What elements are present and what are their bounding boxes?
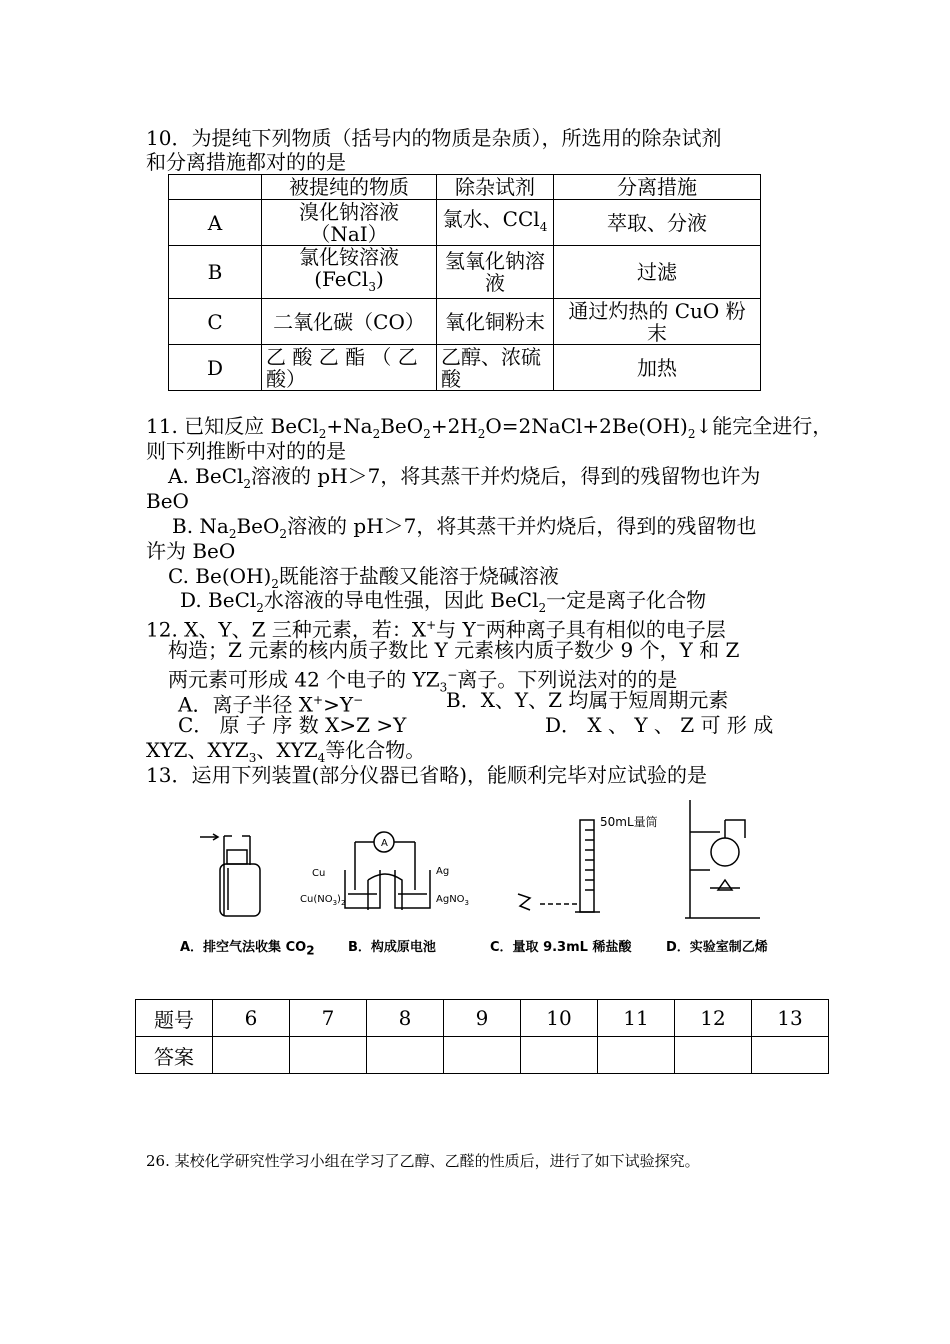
answer-header-cell: 12	[675, 1000, 752, 1037]
q11-option-a-cont: BeO	[146, 489, 189, 513]
reagent-cell: 氢氧化钠溶 液	[437, 246, 554, 299]
q12-stem-line2: 构造；Z 元素的核内质子数比 Y 元素核内质子数少 9 个，Y 和 Z	[168, 638, 740, 662]
answer-header-cell: 7	[290, 1000, 367, 1037]
q26-stem: 26. 某校化学研究性学习小组在学习了乙醇、乙醛的性质后，进行了如下试验探究。	[146, 1152, 700, 1170]
q10-stem-line1: 10．为提纯下列物质（括号内的物质是杂质），所选用的除杂试剂	[146, 126, 722, 150]
label-agno3: AgNO$_3$	[436, 894, 470, 907]
answer-header-row	[136, 1000, 829, 1037]
method-cell: 加热	[554, 345, 761, 391]
q12-stem-line3: 两元素可形成 42 个电子的 $YZ_3^-$离子。下列说法对的的是	[168, 667, 678, 695]
q12-stem-line1: 12. X、Y、Z 三种元素，若：X+与 Y−两种离子具有相似的电子层	[146, 617, 726, 642]
answer-row	[136, 1037, 829, 1074]
q10-header-reagent: 除杂试剂	[437, 175, 554, 200]
q11-stem-line2: 则下列推断中对的的是	[146, 439, 346, 463]
q13-stem: 13．运用下列装置(部分仪器已省略)，能顺利完毕对应试验的是	[146, 763, 708, 787]
q12-option-c: C． 原 子 序 数 X>Z >Y	[178, 713, 407, 737]
q11-option-c: C. $Be(OH)_2$既能溶于盐酸又能溶于烧碱溶液	[168, 564, 559, 591]
q12-option-b: B．X、Y、Z 均属于短周期元素	[446, 688, 729, 712]
row-label: D	[169, 345, 262, 391]
q10-row-a	[169, 200, 761, 246]
q10-stem-line2: 和分离措施都对的的是	[146, 150, 346, 174]
caption-a: A．排空气法收集 $CO_2$	[180, 940, 315, 958]
substance-cell: 乙 酸 乙 酯 （ 乙 酸）	[262, 345, 437, 391]
q10-row-b	[169, 246, 761, 299]
answer-header-cell: 13	[752, 1000, 829, 1037]
graduated-cylinder-icon	[518, 820, 600, 912]
label-cu: Cu	[312, 868, 326, 879]
ethylene-apparatus-icon	[685, 800, 760, 918]
reagent-cell: 氯水、CCl$_4$	[437, 200, 554, 246]
q10-header-empty	[169, 175, 262, 200]
answer-header-cell: 10	[521, 1000, 598, 1037]
label-cuno3: $Cu(NO_3)_2$	[300, 894, 346, 907]
label-ammeter: A	[381, 838, 388, 849]
label-ag: Ag	[436, 866, 450, 877]
caption-d: D．实验室制乙烯	[666, 940, 768, 955]
caption-c: C．量取 9.3mL 稀盐酸	[490, 940, 632, 955]
answer-header-cell: 题号	[136, 1000, 213, 1037]
reagent-cell: 乙醇、浓硫 酸	[437, 345, 554, 391]
method-cell: 通过灼热的 CuO 粉 末	[554, 299, 761, 345]
q10-header-method: 分离措施	[554, 175, 761, 200]
reagent-cell: 氧化铜粉末	[437, 299, 554, 345]
answer-input-cell[interactable]	[752, 1037, 829, 1074]
substance-cell: 溴化钠溶液 （NaI）	[262, 200, 437, 246]
answer-input-cell[interactable]	[675, 1037, 752, 1074]
answer-header-cell: 6	[213, 1000, 290, 1037]
method-cell: 过滤	[554, 246, 761, 299]
q11-option-d: D. BeCl$_2$水溶液的导电性强，因此 BeCl$_2$一定是离子化合物	[180, 588, 707, 615]
substance-cell: 二氧化碳（CO）	[262, 299, 437, 345]
q10-header-substance: 被提纯的物质	[262, 175, 437, 200]
q11-option-b: B. $Na_2BeO_2$溶液的 pH＞7，将其蒸干并灼烧后，得到的残留物也	[172, 514, 757, 541]
answer-input-cell[interactable]	[521, 1037, 598, 1074]
substance-cell: 氯化铵溶液 (FeCl$_3$)	[262, 246, 437, 299]
q12-option-d-cont: XYZ、$XYZ_3$、$XYZ_4$等化合物。	[146, 738, 426, 765]
q10-table	[168, 174, 761, 391]
caption-b: B．构成原电池	[348, 940, 436, 955]
answer-table	[135, 999, 829, 1074]
q13-apparatus-figure	[180, 790, 800, 960]
answer-input-cell[interactable]	[213, 1037, 290, 1074]
row-label: C	[169, 299, 262, 345]
answer-header-cell: 9	[444, 1000, 521, 1037]
q11-option-b-cont: 许为 BeO	[146, 539, 236, 563]
row-label: B	[169, 246, 262, 299]
answer-input-cell[interactable]	[598, 1037, 675, 1074]
q10-row-d	[169, 345, 761, 391]
q11-option-a: A. BeCl$_2$溶液的 pH＞7，将其蒸干并灼烧后，得到的残留物也许为	[168, 464, 761, 491]
gas-bottle-icon	[200, 834, 260, 916]
row-label: A	[169, 200, 262, 246]
answer-input-cell[interactable]	[290, 1037, 367, 1074]
q11-stem: 11. 已知反应 $BeCl_2+Na_2BeO_2+2H_2O=2NaCl+2Be(OH)_2↓$能完全进行，	[146, 414, 833, 441]
label-cylinder: 50mL量筒	[600, 815, 658, 829]
answer-input-cell[interactable]	[444, 1037, 521, 1074]
q10-row-c	[169, 299, 761, 345]
answer-header-cell: 11	[598, 1000, 675, 1037]
answer-input-cell[interactable]	[367, 1037, 444, 1074]
answer-label-cell: 答案	[136, 1037, 213, 1074]
answer-header-cell: 8	[367, 1000, 444, 1037]
q12-option-a: A．离子半径 X+>Y−	[178, 692, 364, 717]
q12-option-d: D． X 、 Y 、 Z 可 形 成	[545, 713, 774, 737]
method-cell: 萃取、分液	[554, 200, 761, 246]
